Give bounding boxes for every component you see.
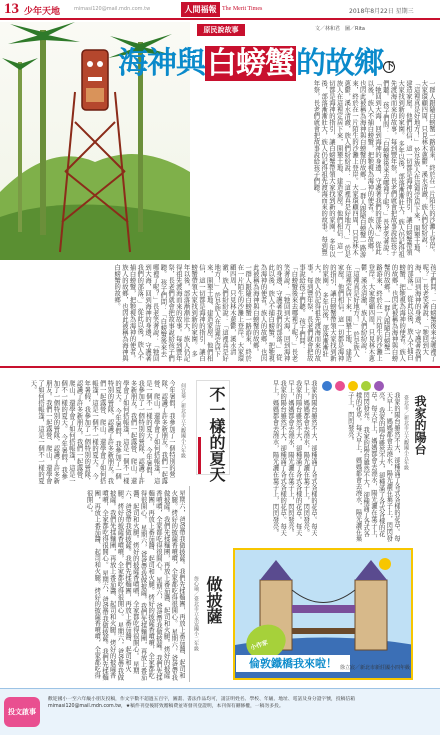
page-footer [0,688,440,735]
dot-icon [322,381,332,391]
story3-author: 何宜蓁／新北市立大觀國小六年級 [180,383,186,458]
story1-paragraph: 一群人跟隨白螃蟹一路游來，終於在一片陌生的沙灘上登岸。大家環顧四周，只見林木蔥鬱，溪水清澈，族人們紛紛說：「這裡真是好地方！」 [213,264,252,362]
issue-date: 2018年8月22日 星期三 [349,8,414,15]
part-marker: 下 [385,61,394,72]
dot-icon [335,381,345,391]
story1-paragraph: 從此以後，族人不捕白螃蟹，把牠視為海神的使者。族人的故鄉，也因此被稱為海神與白螃蟹的故鄉。 [358,80,382,256]
story1-paragraph: 孩子們問：「白螃蟹後來去哪裡了呢？」長老笑著說：「牠回到大海，回到海神的身邊，守護著我們的部落。」 [374,80,389,258]
title-part-2: 與 [176,46,205,81]
story1-paragraph: 多年以後，部落漸漸壯大，族人仍記得祖先渡海而來的故事。每到豐年祭，長老們就會把故事說給孩子們聽。 [312,80,335,258]
story2-body [322,392,400,542]
story4-paragraph: 星期六，爸爸帶我做披薩。我們先揉麵團，再放上番茄醬、起司和火腿。烤好的披薩香噴噴，全家都吃得很開心。 [154,490,178,681]
page-header [0,0,440,20]
title-part-1: 海神 [118,46,176,81]
submission-notice: 歡迎國小一至六年級小朋友投稿，作文字數不超過五百字，圖畫、書法作品均可，請註明姓名、學校、年級、地址、電話及身分證字號，投稿信箱 mimasi120@mail.mdn.com.tw，★稿件刊登後將致贈稿費並寄發刊登證明，本刊保有刪修權，一稿勿多投。 [48,697,356,709]
story4-paragraph: 星期六，爸爸帶我做披薩。我們先揉麵團，再放上番茄醬、起司和火腿。烤好的披薩香噴噴，全家都吃得很開心。 [170,490,185,679]
story2-paragraph: 我家的陽台雖然不大，卻種滿了各式各樣的花草。每天早上，媽媽都會去澆水，陽光灑在葉子上，閃閃發亮。 [286,380,302,536]
story2-paragraph: 我家的陽台雖然不大，卻種滿了各式各樣的花草。每天早上，媽媽都會去澆水，陽光灑在葉子上，閃閃發亮。 [362,392,385,542]
story1-paragraph: 從此以後，族人不捕白螃蟹，把牠視為海神的使者。族人的故鄉，也因此被稱為海神與白螃蟹的故鄉。 [382,264,413,362]
site-address: mimasi120@mail.mdn.com.tw [74,6,151,12]
story1-paragraph: 於是族人在這裡定居下來，開墾土地、建造家屋。他們相信，這一切都是海神的指引，讓白螃蟹帶領大家找到新的家園。 [397,80,420,258]
submission-badge: 投文啟事 [4,697,40,727]
section-name: 少年天地 [24,7,61,17]
story-title [118,38,418,81]
title-part-3: 白螃蟹 [207,46,294,81]
story1-paragraph: 於是族人在這裡定居下來，開墾土地、建造家屋。他們相信，這一切都是海神的指引，讓白螃蟹帶領大家找到新的家園。 [190,264,221,362]
story4-paragraph: 星期六，爸爸帶我做披薩。我們先揉麵團，再放上番茄醬、起司和火腿。烤好的披薩香噴噴，全家都吃得很開心。 [85,490,108,681]
title-accent-bar [198,437,201,474]
kids-badge: 小作家 [249,639,270,652]
story4-body [5,490,185,682]
story-byline: 文／林和君 圖／Rita [315,26,365,32]
story2-paragraph: 我家的陽台雖然不大，卻種滿了各式各樣的花草。每天早上，媽媽都會去澆水，陽光灑在葉子上，閃閃發亮。 [377,392,400,542]
story4-title: 做披薩 [204,576,223,624]
dot-icon [361,381,371,391]
drawing-credit: 徐立宸／新北市新莊國小四年級 [340,665,411,671]
story-tag: 原民說故事 [197,24,245,36]
story3-paragraph: 今年暑假，我參加了一個特別的營隊，認識了許多新朋友。我們一起露營、爬山，還學會了如何搭帳篷，這是一個不一樣的夏天。 [144,380,175,484]
newspaper-logo: 人間福報 [181,2,220,17]
story1-paragraph: 從此以後，族人不捕白螃蟹，把牠視為海神的使者。族人的故鄉，也因此被稱為海神與白螃蟹的故鄉。 [251,264,282,362]
story4-author: 詹心瑜／臺北市立永安國小二年級 [193,576,199,651]
column-divider [189,486,190,682]
story4-paragraph: 星期六，爸爸帶我做披薩。我們先揉麵團，再放上番茄醬、起司和火腿。烤好的披薩香噴噴，全家都吃得很開心。 [116,490,139,675]
story3-body [5,380,175,485]
story2-author: 臺北市／新北市立大觀國小五年級 [403,395,409,470]
story4-paragraph: 星期六，爸爸帶我做披薩。我們先揉麵團，再放上番茄醬、起司和火腿。烤好的披薩香噴噴，全家都吃得很開心。 [131,490,147,681]
story1-body-lower [4,264,436,362]
story2-body-cont [233,380,317,540]
story1-body-upper [197,80,435,260]
story1-paragraph: 多年以後，部落漸漸壯大，族人仍記得祖先渡海而來的故事。每到豐年祭，長老們就會把故事說給孩子們聽。 [159,264,198,362]
story3-paragraph: 今年暑假，我參加了一個特別的營隊，認識了許多新朋友。我們一起露營、爬山，還學會了如何搭帳篷，這是一個不一樣的夏天。 [90,380,122,484]
story1-paragraph: 孩子們問：「白螃蟹後來去哪裡了呢？」長老笑著說：「牠回到大海，回到海神的身邊，守護著我們的部落。」 [405,264,436,362]
title-part-4: 的故鄉 [296,46,383,81]
story1-paragraph: 多年以後，部落漸漸壯大，族人仍記得祖先渡海而來的故事。每到豐年祭，長老們就會把故事說給孩子們聽。 [298,264,329,362]
story4-paragraph: 星期六，爸爸帶我做披薩。我們先揉麵團，再放上番茄醬、起司和火腿。烤好的披薩香噴噴，全家都吃得很開心。 [100,490,124,681]
story2-paragraph: 我家的陽台雖然不大，卻種滿了各式各樣的花草。每天早上，媽媽都會去澆水，陽光灑在葉子上，閃閃發亮。 [302,380,317,536]
story3-title: 不一樣的夏天 [207,386,226,482]
story1-paragraph: 於是族人在這裡定居下來，開墾土地、建造家屋。他們相信，這一切都是海神的指引，讓白螃蟹帶領大家找到新的家園。 [327,80,351,258]
drawing-caption: 倫敦鐵橋我來啦！ [236,655,350,672]
story1-paragraph: 一群人跟隨白螃蟹一路游來，終於在一片陌生的沙灘上登岸。大家環顧四周，只見林木蔥鬱，溪水清澈，族人們紛紛說：「這裡真是好地方！」 [343,80,366,258]
dot-icon [348,381,358,391]
story1-paragraph: 於是族人在這裡定居下來，開墾土地、建造家屋。他們相信，這一切都是海神的指引，讓白螃蟹帶領大家找到新的家園。 [321,264,359,362]
page-number: 13 [4,1,19,17]
story2-title: 我家的陽台 [413,395,427,455]
story1-paragraph: 從此以後，族人不捕白螃蟹，把牠視為海神的使者。族人的故鄉，也因此被稱為海神與白螃蟹的故鄉。 [113,264,144,362]
story1-paragraph: 多年以後，部落漸漸壯大，族人仍記得祖先渡海而來的故事。每到豐年祭，長老們就會把故事說給孩子們聽。 [381,80,405,258]
story1-paragraph: 一群人跟隨白螃蟹一路游來，終於在一片陌生的沙灘上登岸。大家環顧四周，只見林木蔥鬱，溪水清澈，族人們紛紛說：「這裡真是好地方！」 [412,80,435,256]
edition-name: The Merit Times [222,6,263,12]
story2-paragraph: 我家的陽台雖然不大，卻種滿了各式各樣的花草。每天早上，媽媽都會去澆水，陽光灑在葉子上，閃閃發亮。 [271,380,287,536]
story1-paragraph: 一群人跟隨白螃蟹一路游來，終於在一片陌生的沙灘上登岸。大家環顧四周，只見林木蔥鬱，溪水清澈，族人們紛紛說：「這裡真是好地方！」 [351,264,390,362]
story1-paragraph: 孩子們問：「白螃蟹後來去哪裡了呢？」長老笑著說：「牠回到大海，回到海神的身邊，守護著我們的部落。」 [274,264,306,362]
story2-paragraph: 我家的陽台雖然不大，卻種滿了各式各樣的花草。每天早上，媽媽都會去澆水，陽光灑在葉子上，閃閃發亮。 [346,392,370,542]
story3-paragraph: 今年暑假，我參加了一個特別的營隊，認識了許多新朋友。我們一起露營、爬山，還學會了如何搭帳篷，這是一個不一樣的夏天。 [114,380,152,484]
story1-paragraph: 孩子們問：「白螃蟹後來去哪裡了呢？」長老笑著說：「牠回到大海，回到海神的身邊，守護著我們的部落。」 [136,264,167,362]
dot-icon [374,381,384,391]
section-divider [0,366,440,368]
story3-paragraph: 今年暑假，我參加了一個特別的營隊，認識了許多新朋友。我們一起露營、爬山，還學會了如何搭帳篷，這是一個不一樣的夏天。 [29,380,68,484]
story3-paragraph: 今年暑假，我參加了一個特別的營隊，認識了許多新朋友。我們一起露營、爬山，還學會了如何搭帳篷，這是一個不一樣的夏天。 [60,380,98,484]
story4-paragraph: 星期六，爸爸帶我做披薩。我們先揉麵團，再放上番茄醬、起司和火腿。烤好的披薩香噴噴，全家都吃得很開心。 [139,490,162,681]
